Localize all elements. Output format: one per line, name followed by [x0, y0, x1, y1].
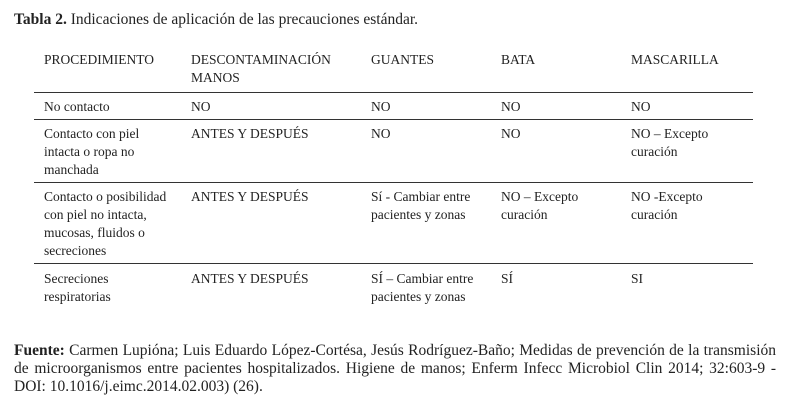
- precautions-table: [34, 46, 753, 308]
- header-descontaminacion-manos: DESCONTAMINACIÓN MANOS: [181, 46, 361, 93]
- source-text: Carmen Lupióna; Luis Eduardo López-Cortésa, Jesús Rodríguez-Baño; Medidas de prevención de la transmisión de microorganismos entre pacientes hospitalizados. Higiene de manos; Enferm Infecc Microbiol Clin 2014; 32:603-9 - DOI: 10.1016/j.eimc.2014.02.003) (26).: [14, 342, 777, 395]
- table-row: [34, 183, 753, 264]
- cell-descontaminacion: ANTES Y DESPUÉS: [181, 183, 361, 264]
- cell-procedimiento: Contacto con piel intacta o ropa no manchada: [34, 120, 181, 183]
- cell-procedimiento: Secreciones respiratorias: [44, 271, 111, 304]
- cell-mascarilla: NO: [621, 93, 753, 120]
- header-row: [34, 46, 753, 93]
- header-procedimiento: PROCEDIMIENTO: [34, 46, 181, 93]
- cell-mascarilla: NO -Excepto curación: [621, 183, 753, 264]
- cell-descontaminacion: ANTES Y DESPUÉS: [191, 271, 309, 286]
- source-label: Fuente:: [14, 342, 65, 359]
- cell-bata: NO: [491, 120, 621, 183]
- cell-guantes: NO: [361, 120, 491, 183]
- table-row: [34, 264, 753, 309]
- cell-procedimiento: Contacto o posibilidad con piel no intacta, mucosas, fluidos o secreciones: [34, 183, 181, 264]
- cell-bata: NO – Excepto curación: [491, 183, 621, 264]
- cell-guantes: Sí - Cambiar entre pacientes y zonas: [361, 183, 491, 264]
- caption-label: Tabla 2.: [14, 11, 67, 28]
- cell-guantes: NO: [361, 93, 491, 120]
- table-row: [34, 120, 753, 183]
- cell-descontaminacion: NO: [181, 93, 361, 120]
- cell-descontaminacion: ANTES Y DESPUÉS: [181, 120, 361, 183]
- cell-bata: SÍ: [501, 271, 514, 286]
- cell-procedimiento: No contacto: [34, 93, 181, 120]
- table-row: [34, 93, 753, 120]
- cell-bata: NO: [491, 93, 621, 120]
- table-caption: [14, 11, 418, 29]
- caption-text: Indicaciones de aplicación de las precauciones estándar.: [70, 11, 419, 28]
- source-note: [14, 342, 776, 396]
- cell-mascarilla: SI: [631, 271, 644, 286]
- header-guantes: GUANTES: [361, 46, 491, 93]
- header-bata: BATA: [491, 46, 621, 93]
- cell-mascarilla: NO – Excepto curación: [621, 120, 753, 183]
- header-mascarilla: MASCARILLA: [621, 46, 753, 93]
- cell-guantes: SÍ – Cambiar entre pacientes y zonas: [371, 271, 474, 304]
